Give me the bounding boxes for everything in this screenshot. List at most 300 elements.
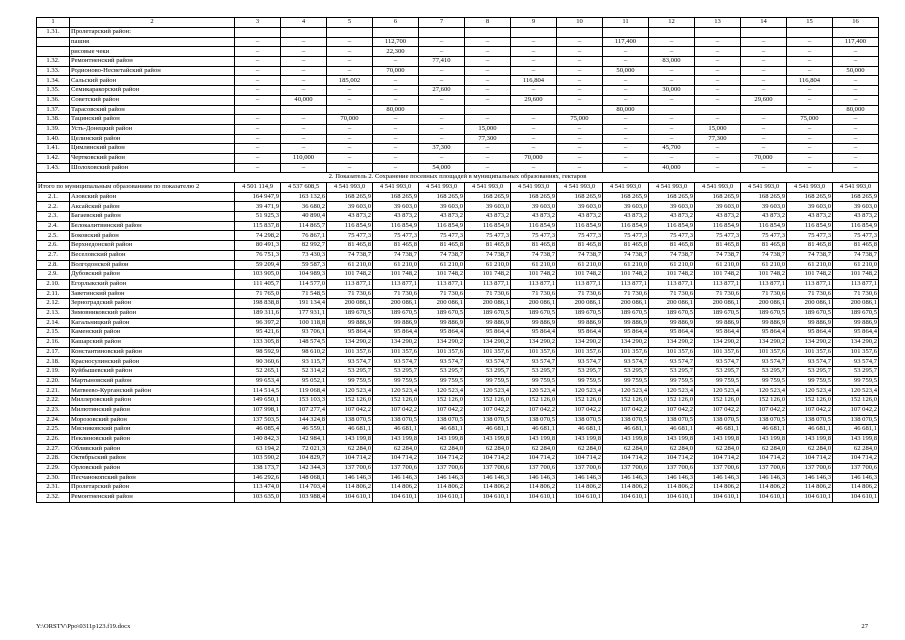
value-cell: 107 042,2: [603, 405, 649, 415]
value-cell: 104 829,7: [281, 454, 327, 464]
value-cell: 152 126,0: [695, 396, 741, 406]
value-cell: –: [465, 66, 511, 76]
table-row: [37, 231, 879, 241]
value-cell: 43 873,2: [649, 212, 695, 222]
value-cell: 80 491,3: [235, 241, 281, 251]
value-cell: –: [833, 57, 879, 67]
value-cell: 101 357,6: [557, 347, 603, 357]
value-cell: 61 210,0: [557, 260, 603, 270]
value-cell: 81 465,8: [327, 241, 373, 251]
value-cell: –: [833, 124, 879, 134]
value-cell: 189 670,5: [419, 308, 465, 318]
value-cell: 168 265,9: [373, 192, 419, 202]
row-number: 1.31.: [37, 28, 70, 38]
row-number: 2.29.: [37, 463, 70, 473]
value-cell: 137 700,6: [603, 463, 649, 473]
column-number: 5: [327, 18, 373, 28]
row-name: Дубовский район: [70, 270, 235, 280]
value-cell: 200 086,1: [741, 299, 787, 309]
value-cell: 93 574,7: [787, 357, 833, 367]
value-cell: 101 748,2: [649, 270, 695, 280]
value-cell: –: [419, 95, 465, 105]
value-cell: –: [281, 163, 327, 173]
row-number: 2.27.: [37, 444, 70, 454]
value-cell: 138 070,5: [833, 415, 879, 425]
value-cell: 99 759,5: [603, 376, 649, 386]
value-cell: 113 877,1: [327, 279, 373, 289]
value-cell: 74 738,7: [419, 250, 465, 260]
value-cell: 111 405,7: [235, 279, 281, 289]
value-cell: –: [557, 76, 603, 86]
value-cell: 113 877,1: [465, 279, 511, 289]
value-cell: 114 806,2: [511, 483, 557, 493]
value-cell: 189 670,5: [511, 308, 557, 318]
value-cell: 93 574,7: [465, 357, 511, 367]
value-cell: 137 700,6: [557, 463, 603, 473]
value-cell: 146 146,3: [511, 473, 557, 483]
column-number: 1: [37, 18, 70, 28]
value-cell: 104 610,1: [419, 493, 465, 503]
row-name: Морозовский район: [70, 415, 235, 425]
table-row: [37, 386, 879, 396]
column-number: 7: [419, 18, 465, 28]
value-cell: 120 523,4: [741, 386, 787, 396]
value-cell: –: [373, 76, 419, 86]
value-cell: –: [557, 95, 603, 105]
value-cell: 115 837,8: [235, 221, 281, 231]
value-cell: 138 070,5: [603, 415, 649, 425]
value-cell: –: [465, 76, 511, 86]
value-cell: 39 603,0: [327, 202, 373, 212]
table-row: [37, 144, 879, 154]
value-cell: 114 806,2: [695, 483, 741, 493]
value-cell: –: [695, 86, 741, 96]
value-cell: 168 265,9: [419, 192, 465, 202]
value-cell: 200 086,1: [465, 299, 511, 309]
value-cell: 143 199,8: [557, 434, 603, 444]
row-number: 2.8.: [37, 260, 70, 270]
value-cell: –: [787, 144, 833, 154]
value-cell: 191 134,4: [281, 299, 327, 309]
value-cell: 138 070,5: [695, 415, 741, 425]
value-cell: 71 730,6: [465, 289, 511, 299]
value-cell: 75,000: [557, 115, 603, 125]
row-number: 2.16.: [37, 338, 70, 348]
value-cell: –: [465, 115, 511, 125]
value-cell: 189 670,5: [603, 308, 649, 318]
value-cell: –: [695, 95, 741, 105]
value-cell: –: [557, 153, 603, 163]
document-sheet: [36, 17, 877, 503]
value-cell: 189 670,5: [833, 308, 879, 318]
value-cell: 149 650,1: [235, 396, 281, 406]
table-row: [37, 241, 879, 251]
value-cell: 99 886,9: [557, 318, 603, 328]
value-cell: –: [557, 37, 603, 47]
value-cell: 77,410: [419, 57, 465, 67]
value-cell: 93 574,7: [695, 357, 741, 367]
column-number: 10: [557, 18, 603, 28]
value-cell: [787, 28, 833, 38]
value-cell: 75 477,3: [419, 231, 465, 241]
value-cell: 189 670,5: [557, 308, 603, 318]
row-name: Зимовниковский район: [70, 308, 235, 318]
value-cell: 134 290,2: [649, 338, 695, 348]
value-cell: 189 670,5: [327, 308, 373, 318]
value-cell: –: [649, 115, 695, 125]
value-cell: [419, 28, 465, 38]
value-cell: –: [419, 76, 465, 86]
value-cell: 104 714,2: [649, 454, 695, 464]
value-cell: 200 086,1: [373, 299, 419, 309]
value-cell: –: [787, 95, 833, 105]
row-name: Веселовский район: [70, 250, 235, 260]
value-cell: –: [281, 115, 327, 125]
value-cell: 134 290,2: [373, 338, 419, 348]
value-cell: 4 541 993,0: [511, 183, 557, 193]
value-cell: 75 477,3: [327, 231, 373, 241]
value-cell: 113 877,1: [557, 279, 603, 289]
value-cell: 75 477,3: [511, 231, 557, 241]
value-cell: 101 748,2: [787, 270, 833, 280]
value-cell: 62 284,0: [557, 444, 603, 454]
value-cell: 63 194,2: [235, 444, 281, 454]
value-cell: –: [695, 163, 741, 173]
value-cell: 113 877,1: [603, 279, 649, 289]
value-cell: 104 714,2: [373, 454, 419, 464]
row-name: Обливский район: [70, 444, 235, 454]
value-cell: 138 070,5: [557, 415, 603, 425]
row-name: Куйбышевский район: [70, 367, 235, 377]
value-cell: –: [511, 163, 557, 173]
value-cell: 107 042,2: [695, 405, 741, 415]
value-cell: 107 042,2: [327, 405, 373, 415]
row-name: Кашарский район: [70, 338, 235, 348]
value-cell: 143 199,8: [603, 434, 649, 444]
table-row: [37, 37, 879, 47]
column-number: 13: [695, 18, 741, 28]
table-row: [37, 66, 879, 76]
value-cell: 113 877,1: [511, 279, 557, 289]
value-cell: 137 700,6: [327, 463, 373, 473]
value-cell: –: [603, 57, 649, 67]
table-row: [37, 250, 879, 260]
value-cell: 37,300: [419, 144, 465, 154]
value-cell: 114 577,0: [281, 279, 327, 289]
value-cell: 93 574,7: [649, 357, 695, 367]
value-cell: –: [327, 86, 373, 96]
file-path: Y:\ORSTV\Ppo\0311p123.f19.docx: [36, 623, 131, 630]
value-cell: 107 042,2: [833, 405, 879, 415]
value-cell: –: [373, 95, 419, 105]
value-cell: –: [603, 163, 649, 173]
value-cell: 134 290,2: [787, 338, 833, 348]
value-cell: –: [465, 37, 511, 47]
value-cell: 185,002: [327, 76, 373, 86]
value-cell: –: [557, 86, 603, 96]
value-cell: 71 730,6: [419, 289, 465, 299]
value-cell: 51 925,3: [235, 212, 281, 222]
page-number: 27: [861, 623, 868, 630]
value-cell: 146 146,3: [373, 473, 419, 483]
value-cell: 62 284,0: [419, 444, 465, 454]
value-cell: 71 730,6: [603, 289, 649, 299]
value-cell: 71 730,6: [511, 289, 557, 299]
value-cell: 120 523,4: [511, 386, 557, 396]
value-cell: 99 759,5: [327, 376, 373, 386]
row-name: Каменский район: [70, 328, 235, 338]
row-number: [37, 37, 70, 47]
value-cell: 137 700,6: [373, 463, 419, 473]
value-cell: –: [419, 153, 465, 163]
value-cell: 101 748,2: [557, 270, 603, 280]
value-cell: 116 854,9: [373, 221, 419, 231]
value-cell: –: [833, 86, 879, 96]
value-cell: 104 610,1: [649, 493, 695, 503]
row-number: 2.22.: [37, 396, 70, 406]
table-row: [37, 76, 879, 86]
value-cell: 50,000: [603, 66, 649, 76]
value-cell: 39 603,0: [787, 202, 833, 212]
row-number: 1.35.: [37, 86, 70, 96]
value-cell: –: [327, 144, 373, 154]
table-row: [37, 163, 879, 173]
value-cell: 120 523,4: [695, 386, 741, 396]
value-cell: 70,000: [373, 66, 419, 76]
row-name: Пролетарский район:: [70, 28, 235, 38]
value-cell: 74 738,7: [557, 250, 603, 260]
value-cell: 107 998,1: [235, 405, 281, 415]
value-cell: 46 681,1: [695, 425, 741, 435]
column-number: 16: [833, 18, 879, 28]
value-cell: 81 465,8: [557, 241, 603, 251]
value-cell: –: [603, 95, 649, 105]
value-cell: 39 603,0: [695, 202, 741, 212]
value-cell: 168 265,9: [557, 192, 603, 202]
row-name: Целинский район: [70, 134, 235, 144]
row-number: 1.38.: [37, 115, 70, 125]
value-cell: [649, 105, 695, 115]
value-cell: –: [741, 57, 787, 67]
value-cell: 4 541 993,0: [695, 183, 741, 193]
row-number: 1.40.: [37, 134, 70, 144]
row-name: Азовский район: [70, 192, 235, 202]
value-cell: 62 284,0: [603, 444, 649, 454]
value-cell: 116 854,9: [327, 221, 373, 231]
value-cell: –: [373, 163, 419, 173]
value-cell: 74 738,7: [695, 250, 741, 260]
value-cell: 200 086,1: [603, 299, 649, 309]
value-cell: 189 670,5: [465, 308, 511, 318]
value-cell: 53 295,7: [787, 367, 833, 377]
value-cell: 101 748,2: [695, 270, 741, 280]
value-cell: 77,300: [695, 134, 741, 144]
value-cell: 146 146,3: [557, 473, 603, 483]
value-cell: [741, 28, 787, 38]
row-number: 2.20.: [37, 376, 70, 386]
value-cell: 101 357,6: [787, 347, 833, 357]
value-cell: 168 265,9: [511, 192, 557, 202]
value-cell: 93 574,7: [833, 357, 879, 367]
row-number: 1.36.: [37, 95, 70, 105]
value-cell: 101 748,2: [373, 270, 419, 280]
row-name: Пролетарский район: [70, 483, 235, 493]
value-cell: 81 465,8: [603, 241, 649, 251]
value-cell: 152 126,0: [419, 396, 465, 406]
row-name: Егорлыкский район: [70, 279, 235, 289]
value-cell: 103 635,0: [235, 493, 281, 503]
value-cell: –: [511, 66, 557, 76]
value-cell: 104 714,2: [557, 454, 603, 464]
value-cell: 39 603,0: [419, 202, 465, 212]
value-cell: 107 042,2: [557, 405, 603, 415]
row-number: 2.28.: [37, 454, 70, 464]
value-cell: 99 886,9: [741, 318, 787, 328]
value-cell: 168 265,9: [695, 192, 741, 202]
value-cell: 137 700,6: [833, 463, 879, 473]
row-number: 2.31.: [37, 483, 70, 493]
value-cell: 39 603,0: [649, 202, 695, 212]
value-cell: 39 603,0: [465, 202, 511, 212]
value-cell: –: [695, 76, 741, 86]
value-cell: 152 126,0: [373, 396, 419, 406]
value-cell: 120 523,4: [557, 386, 603, 396]
value-cell: 101 357,6: [419, 347, 465, 357]
row-name: Милютинский район: [70, 405, 235, 415]
value-cell: 134 290,2: [695, 338, 741, 348]
value-cell: –: [787, 66, 833, 76]
value-cell: –: [741, 37, 787, 47]
value-cell: 120 523,4: [833, 386, 879, 396]
value-cell: –: [327, 57, 373, 67]
row-name: Неклиновский район: [70, 434, 235, 444]
value-cell: 29,600: [741, 95, 787, 105]
table-row: [37, 338, 879, 348]
value-cell: 104 610,1: [787, 493, 833, 503]
value-cell: 93 574,7: [373, 357, 419, 367]
value-cell: 114 806,2: [787, 483, 833, 493]
value-cell: 101 748,2: [741, 270, 787, 280]
table-row: [37, 260, 879, 270]
value-cell: –: [557, 66, 603, 76]
value-cell: 134 290,2: [511, 338, 557, 348]
value-cell: 137 700,6: [741, 463, 787, 473]
value-cell: [603, 28, 649, 38]
row-name: Верхнедонской район: [70, 241, 235, 251]
value-cell: 104 714,2: [511, 454, 557, 464]
table-row: [37, 444, 879, 454]
table-row: [37, 270, 879, 280]
value-cell: 4 541 993,0: [373, 183, 419, 193]
value-cell: –: [741, 124, 787, 134]
value-cell: 81 465,8: [373, 241, 419, 251]
row-number: 2.25.: [37, 425, 70, 435]
value-cell: –: [511, 57, 557, 67]
value-cell: 103 988,4: [281, 493, 327, 503]
column-number: 11: [603, 18, 649, 28]
value-cell: –: [787, 86, 833, 96]
value-cell: –: [649, 47, 695, 57]
value-cell: 104 610,1: [603, 493, 649, 503]
value-cell: 74 738,7: [373, 250, 419, 260]
value-cell: [511, 28, 557, 38]
value-cell: 146 292,6: [235, 473, 281, 483]
value-cell: 200 086,1: [419, 299, 465, 309]
value-cell: 74 298,2: [235, 231, 281, 241]
value-cell: 200 086,1: [327, 299, 373, 309]
value-cell: 114 703,4: [281, 483, 327, 493]
value-cell: 116,804: [787, 76, 833, 86]
value-cell: –: [419, 47, 465, 57]
table-body: [37, 18, 879, 503]
row-name: Мартыновский район: [70, 376, 235, 386]
value-cell: 200 086,1: [787, 299, 833, 309]
value-cell: –: [557, 57, 603, 67]
value-cell: 46 681,1: [511, 425, 557, 435]
table-row: [37, 115, 879, 125]
value-cell: 95 421,6: [235, 328, 281, 338]
value-cell: 43 873,2: [741, 212, 787, 222]
value-cell: 62 284,0: [465, 444, 511, 454]
value-cell: 53 295,7: [511, 367, 557, 377]
row-number: 2.1.: [37, 192, 70, 202]
row-number: 2.6.: [37, 241, 70, 251]
value-cell: 99 886,9: [649, 318, 695, 328]
table-row: [37, 28, 879, 38]
value-cell: 101 357,6: [511, 347, 557, 357]
value-cell: 152 126,0: [787, 396, 833, 406]
value-cell: 4 501 114,9: [235, 183, 281, 193]
row-name: Тацинский район: [70, 115, 235, 125]
value-cell: 4 541 993,0: [603, 183, 649, 193]
value-cell: 152 126,0: [557, 396, 603, 406]
value-cell: –: [235, 76, 281, 86]
value-cell: 103 905,0: [235, 270, 281, 280]
value-cell: 75 477,3: [833, 231, 879, 241]
value-cell: –: [327, 47, 373, 57]
value-cell: 114 806,2: [373, 483, 419, 493]
value-cell: 104 610,1: [833, 493, 879, 503]
value-cell: 104 714,2: [787, 454, 833, 464]
value-cell: 200 086,1: [833, 299, 879, 309]
value-cell: 61 210,0: [695, 260, 741, 270]
value-cell: 113 877,1: [787, 279, 833, 289]
row-name: Красносулинский район: [70, 357, 235, 367]
value-cell: 148 574,5: [281, 338, 327, 348]
value-cell: 142 984,1: [281, 434, 327, 444]
table-row: [37, 192, 879, 202]
row-name: Матвеево-Курганский район: [70, 386, 235, 396]
value-cell: –: [281, 144, 327, 154]
value-cell: 114 806,2: [465, 483, 511, 493]
value-cell: [511, 105, 557, 115]
value-cell: 107 042,2: [787, 405, 833, 415]
table-row: [37, 124, 879, 134]
value-cell: 113 474,0: [235, 483, 281, 493]
value-cell: –: [465, 47, 511, 57]
value-cell: 99 886,9: [465, 318, 511, 328]
table-row: [37, 347, 879, 357]
value-cell: 4 541 993,0: [557, 183, 603, 193]
value-cell: –: [557, 144, 603, 154]
value-cell: –: [603, 115, 649, 125]
value-cell: 74 738,7: [511, 250, 557, 260]
value-cell: –: [235, 163, 281, 173]
value-cell: 168 265,9: [833, 192, 879, 202]
value-cell: –: [557, 47, 603, 57]
value-cell: 61 210,0: [327, 260, 373, 270]
value-cell: 138 070,5: [465, 415, 511, 425]
